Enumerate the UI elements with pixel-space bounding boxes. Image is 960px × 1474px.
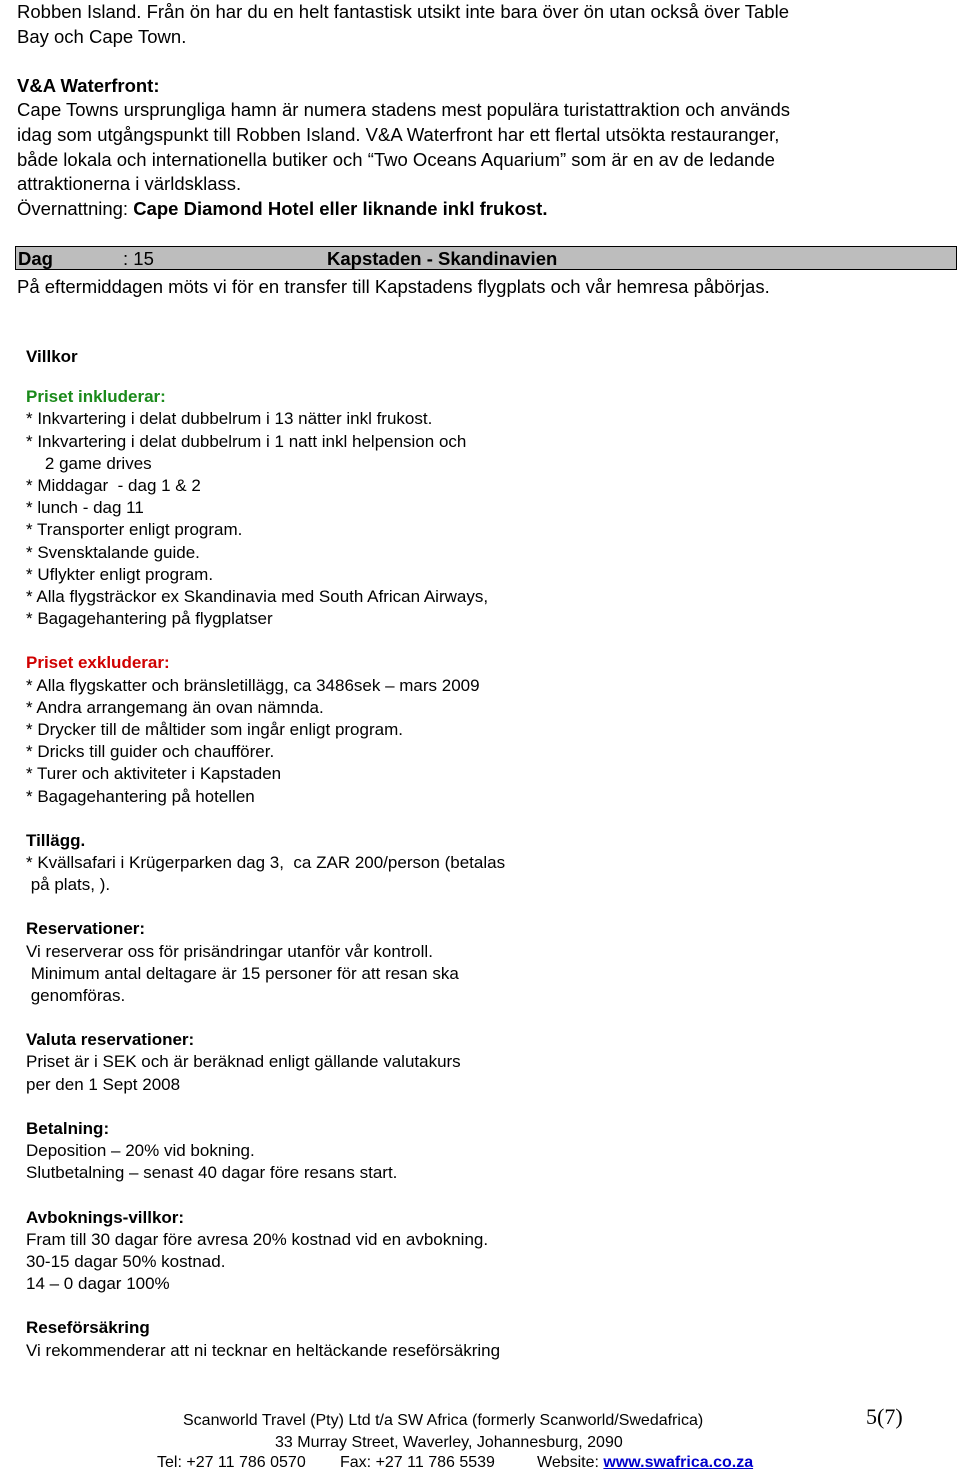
payment-heading: Betalning: xyxy=(26,1118,110,1138)
list-item: Vi reserverar oss för prisändringar utanför vår kontroll. xyxy=(26,941,433,961)
list-item: per den 1 Sept 2008 xyxy=(26,1074,181,1094)
includes-list xyxy=(26,408,846,630)
waterfront-heading: V&A Waterfront: xyxy=(17,74,160,96)
list-item: * Turer och aktiviteter i Kapstaden xyxy=(26,764,282,784)
list-item: * Drycker till de måltider som ingår enligt program. xyxy=(26,720,403,740)
list-item: Slutbetalning – senast 40 dagar före resans start. xyxy=(26,1163,398,1183)
website-link[interactable]: www.swafrica.co.za xyxy=(603,1454,754,1471)
cancellation-list xyxy=(26,1229,846,1296)
addons-heading: Tillägg. xyxy=(26,830,86,850)
terms-heading: Villkor xyxy=(26,347,78,366)
list-item: * Uflykter enligt program. xyxy=(26,564,214,584)
list-item: på plats, ). xyxy=(26,875,111,895)
cancellation-heading: Avboknings-villkor: xyxy=(26,1207,185,1227)
insurance-heading: Reseförsäkring xyxy=(26,1318,150,1338)
addons-list xyxy=(26,852,846,896)
overnight-value: Cape Diamond Hotel eller liknande inkl frukost. xyxy=(133,197,548,219)
intro-line-1: Robben Island. Från ön har du en helt fantastisk utsikt inte bara över ön utan också över Table xyxy=(17,1,789,22)
list-item: 14 – 0 dagar 100% xyxy=(26,1274,170,1294)
footer-website-label: Website: xyxy=(537,1454,604,1471)
intro-line-2: Bay och Cape Town. xyxy=(17,25,187,47)
list-item: 30-15 dagar 50% kostnad. xyxy=(26,1251,226,1271)
intro-section xyxy=(17,0,947,221)
includes-heading: Priset inkluderar: xyxy=(26,387,166,407)
overnight-label: Övernattning: xyxy=(17,197,134,219)
overnight-line xyxy=(17,197,947,222)
list-item: * Dricks till guider och chaufförer. xyxy=(26,742,275,762)
day-text: På eftermiddagen möts vi för en transfer till Kapstadens flygplats och vår hemresa påbörjas. xyxy=(17,276,770,297)
list-item: * lunch - dag 11 xyxy=(26,498,144,518)
insurance-list xyxy=(26,1340,846,1362)
list-item: * Andra arrangemang än ovan nämnda. xyxy=(26,697,324,717)
excludes-list xyxy=(26,675,846,808)
waterfront-line-1: Cape Towns ursprungliga hamn är numera stadens mest populära turistattraktion och används xyxy=(17,99,790,121)
list-item: * Transporter enligt program. xyxy=(26,520,243,540)
footer-address: 33 Murray Street, Waverley, Johannesburg, 2090 xyxy=(275,1434,623,1451)
list-item: Priset är i SEK och är beräknad enligt gällande valutakurs xyxy=(26,1052,461,1072)
day-number: : 15 xyxy=(123,248,154,269)
spacer xyxy=(17,49,947,74)
page-number: 5(7) xyxy=(866,1404,903,1429)
list-item: genomföras. xyxy=(26,986,126,1006)
excludes-heading: Priset exkluderar: xyxy=(26,653,170,673)
payment-list xyxy=(26,1140,846,1184)
list-item: Fram till 30 dagar före avresa 20% kostnad vid en avbokning. xyxy=(26,1229,489,1249)
list-item: * Svensktalande guide. xyxy=(26,542,200,562)
list-item: * Bagagehantering på flygplatser xyxy=(26,609,273,629)
list-item: * Alla flygsträckor ex Skandinavia med South African Airways, xyxy=(26,587,489,607)
currency-list xyxy=(26,1051,846,1095)
footer-tel: Tel: +27 11 786 0570 xyxy=(157,1454,306,1471)
list-item: * Alla flygskatter och bränsletillägg, ca 3486sek – mars 2009 xyxy=(26,675,480,695)
reservations-list xyxy=(26,941,846,1008)
waterfront-line-2: idag som utgångspunkt till Robben Island. V&A Waterfront har ett flertal utsökta restauranger, xyxy=(17,123,780,145)
reservations-heading: Reservationer: xyxy=(26,919,146,939)
list-item: Vi rekommenderar att ni tecknar en heltäckande reseförsäkring xyxy=(26,1340,501,1360)
day-header-bar xyxy=(15,246,957,270)
footer-fax: Fax: +27 11 786 5539 xyxy=(340,1454,495,1471)
list-item: * Inkvartering i delat dubbelrum i 13 nätter inkl frukost. xyxy=(26,409,433,429)
day-title: Kapstaden - Skandinavien xyxy=(327,248,558,269)
list-item: 2 game drives xyxy=(26,453,152,473)
list-item: * Bagagehantering på hotellen xyxy=(26,786,255,806)
footer-company: Scanworld Travel (Pty) Ltd t/a SW Africa (formerly Scanworld/Swedafrica) xyxy=(183,1412,704,1429)
currency-heading: Valuta reservationer: xyxy=(26,1030,195,1050)
list-item: * Middagar - dag 1 & 2 xyxy=(26,476,201,496)
footer-website-line xyxy=(537,1452,753,1473)
waterfront-line-4: attraktionerna i världsklass. xyxy=(17,173,242,195)
list-item: Deposition – 20% vid bokning. xyxy=(26,1141,255,1161)
list-item: * Inkvartering i delat dubbelrum i 1 natt inkl helpension och xyxy=(26,431,467,451)
terms-section xyxy=(26,346,846,1362)
list-item: * Kvällsafari i Krügerparken dag 3, ca ZAR 200/person (betalas xyxy=(26,853,506,873)
day-label: Dag xyxy=(18,248,53,269)
list-item: Minimum antal deltagare är 15 personer för att resan ska xyxy=(26,963,459,983)
waterfront-line-3: både lokala och internationella butiker och “Two Oceans Aquarium” som är en av de ledande xyxy=(17,148,775,170)
